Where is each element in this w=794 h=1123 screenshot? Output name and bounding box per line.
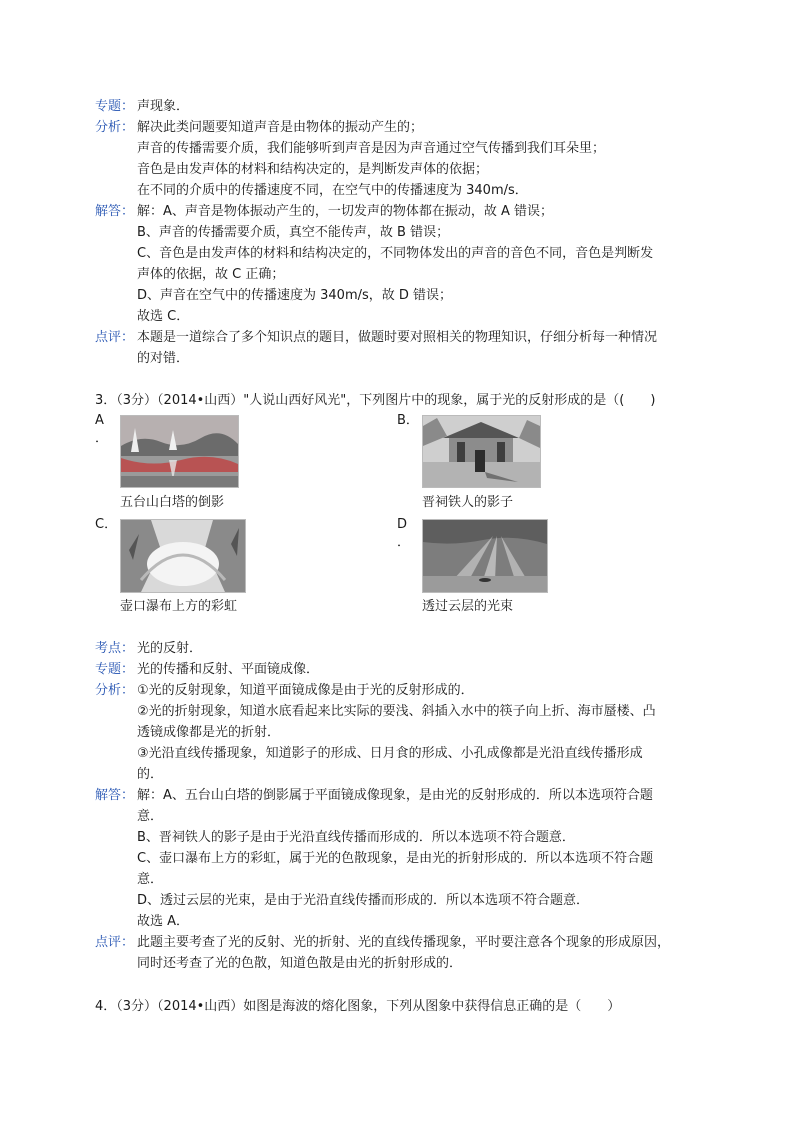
- answer-line: 故选 A．: [137, 914, 190, 929]
- answer-line: C、壶口瀑布上方的彩虹，属于光的色散现象，是由光的折射形成的．所以本选项不符合题: [137, 851, 654, 866]
- topic-row-2: [95, 659, 705, 680]
- comment-line: 同时还考查了光的色散，知道色散是由光的折射形成的．: [137, 956, 463, 971]
- option-a-letter: A: [95, 413, 104, 428]
- option-b-caption: 晋祠铁人的影子: [422, 495, 514, 510]
- option-a-dot: ．: [95, 431, 109, 446]
- topic-text: 声现象．: [137, 99, 190, 114]
- answer-line: 意．: [137, 809, 164, 824]
- topic-label: 专题：: [95, 99, 135, 114]
- analysis-line: ①光的反射现象，知道平面镜成像是由于光的反射形成的．: [137, 683, 474, 698]
- comment-row-2: [95, 932, 705, 953]
- analysis-line: 音色是由发声体的材料和结构决定的，是判断发声体的依据；: [137, 162, 489, 177]
- answer-row: [95, 201, 705, 222]
- option-b-letter: B．: [397, 413, 419, 428]
- answer-line: 意．: [137, 872, 164, 887]
- answer-label: 解答：: [95, 788, 135, 803]
- point-row: [95, 638, 705, 659]
- answer-line: 故选 C．: [137, 309, 190, 324]
- comment-label: 点评：: [95, 330, 135, 345]
- analysis-line: 声音的传播需要介质，我们能够听到声音是因为声音通过空气传播到我们耳朵里；: [137, 141, 606, 156]
- comment-line: 的对错．: [137, 351, 190, 366]
- question-4-stem: 4．（3分）（2014•山西）如图是海波的熔化图象，下列从图象中获得信息正确的是（ ）: [95, 999, 621, 1014]
- answer-line: B、晋祠铁人的影子是由于光沿直线传播而形成的．所以本选项不符合题意．: [137, 830, 575, 845]
- option-a-caption: 五台山白塔的倒影: [120, 495, 225, 510]
- option-d-letter: D: [397, 517, 408, 532]
- analysis-line: ③光沿直线传播现象，知道影子的形成、日月食的形成、小孔成像都是光沿直线传播形成: [137, 746, 643, 761]
- answer-line: 声体的依据，故 C 正确；: [137, 267, 285, 282]
- answer-line: C、音色是由发声体的材料和结构决定的，不同物体发出的声音的音色不同，音色是判断发: [137, 246, 654, 261]
- answer-line: D、声音在空气中的传播速度为 340m/s，故 D 错误；: [137, 288, 453, 303]
- analysis-row: [95, 117, 705, 138]
- question-3-stem: 3．（3分）（2014•山西）"人说山西好风光"，下列图片中的现象，属于光的反射形成的是（( ): [95, 393, 656, 408]
- option-d-caption: 透过云层的光束: [422, 599, 514, 614]
- waterfall-rainbow-photo: [120, 519, 246, 593]
- comment-line: 本题是一道综合了多个知识点的题目，做题时要对照相关的物理知识，仔细分析每一种情况: [137, 330, 658, 345]
- answer-label: 解答：: [95, 204, 135, 219]
- analysis-label: 分析：: [95, 683, 135, 698]
- topic-label: 专题：: [95, 662, 135, 677]
- analysis-line: 解决此类问题要知道声音是由物体的振动产生的；: [137, 120, 424, 135]
- comment-line: 此题主要考查了光的反射、光的折射、光的直线传播现象，平时要注意各个现象的形成原因，: [137, 935, 671, 950]
- analysis-line: 在不同的介质中的传播速度不同，在空气中的传播速度为 340m/s．: [137, 183, 528, 198]
- option-c-letter: C．: [95, 517, 118, 532]
- analysis-line: ②光的折射现象，知道水底看起来比实际的要浅、斜插入水中的筷子向上折、海市蜃楼、凸: [137, 704, 656, 719]
- point-label: 考点：: [95, 641, 135, 656]
- sunbeam-clouds-photo: [422, 519, 548, 593]
- comment-row: [95, 327, 705, 348]
- option-d-dot: ．: [397, 535, 411, 550]
- answer-line: 解：A、五台山白塔的倒影属于平面镜成像现象，是由光的反射形成的．所以本选项符合题: [137, 788, 653, 803]
- point-text: 光的反射．: [137, 641, 203, 656]
- option-c-caption: 壶口瀑布上方的彩虹: [120, 599, 238, 614]
- analysis-label: 分析：: [95, 120, 135, 135]
- comment-label: 点评：: [95, 935, 135, 950]
- analysis-line: 的．: [137, 767, 164, 782]
- analysis-line: 透镜成像都是光的折射．: [137, 725, 281, 740]
- topic-text: 光的传播和反射、平面镜成像．: [137, 662, 320, 677]
- iron-man-shadow-photo: [422, 415, 541, 488]
- answer-line: D、透过云层的光束，是由于光沿直线传播而形成的．所以本选项不符合题意．: [137, 893, 590, 908]
- analysis-row-2: [95, 680, 705, 701]
- pagoda-reflection-photo: [120, 415, 239, 488]
- topic-row: [95, 96, 705, 117]
- answer-line: B、声音的传播需要介质，真空不能传声，故 B 错误；: [137, 225, 450, 240]
- answer-line: 解：A、声音是物体振动产生的，一切发声的物体都在振动，故 A 错误；: [137, 204, 554, 219]
- answer-row-2: [95, 785, 705, 806]
